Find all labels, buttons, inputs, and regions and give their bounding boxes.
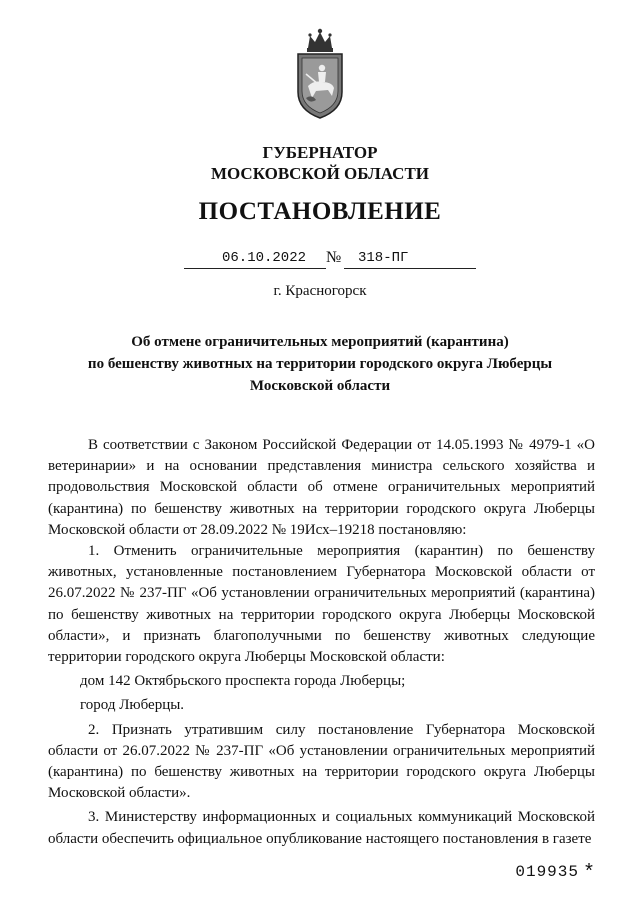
title-line: Московской области	[249, 378, 391, 394]
document-title	[40, 331, 600, 397]
authority-line-2: МОСКОВСКОЙ ОБЛАСТИ	[210, 164, 430, 183]
item-1-paragraph: 1. Отменить ограничительные мероприятия (карантин) по бешенству животных, установленные постановлением Губернатора Московской области от 26.07.2022 № 237-ПГ «Об установлении ограничительных мероприятий (карантина) по бешенству животных на территории городского округа Люберцы Московской области», и признать благополучными по бешенству животных следующие территории городского округа Люберцы Московской области:	[48, 543, 595, 666]
list-item: дом 142 Октябрьского проспекта города Люберцы;	[80, 673, 406, 690]
item-2-paragraph: 2. Признать утратившим силу постановление Губернатора Московской области от 26.07.2022 № 237-ПГ «Об установлении ограничительных мероприятий (карантина) по бешенству животных на территории городского округа Люберцы Московской области».	[48, 721, 595, 802]
number-underline	[344, 268, 476, 269]
document-date: 06.10.2022	[222, 250, 307, 266]
serial-number	[515, 862, 596, 885]
city: г. Красногорск	[273, 283, 367, 299]
date-underline	[184, 268, 326, 269]
number-sign: №	[326, 249, 342, 266]
title-line: Об отмене ограничительных мероприятий (карантина)	[131, 334, 509, 350]
document-body	[48, 435, 595, 850]
item-3-paragraph: 3. Министерству информационных и социальных коммуникаций Московской области обеспечить официальное опубликование настоящего постановления в газете	[48, 809, 595, 847]
coat-of-arms-icon	[292, 28, 348, 120]
document-number: 318-ПГ	[358, 250, 409, 266]
document-type: ПОСТАНОВЛЕНИЕ	[198, 198, 442, 225]
title-line: по бешенству животных на территории городского округа Люберцы	[87, 356, 553, 372]
asterisk-mark: *	[582, 862, 596, 885]
preamble-paragraph: В соответствии с Законом Российской Федерации от 14.05.1993 № 4979-1 «О ветеринарии» и на основании представления министра сельского хозяйства и продовольствия Московской области об отмене ограничительных мероприятий (карантина) по бешенству животных на территории городского округа Люберцы Московской области от 28.09.2022 № 19Исх–19218 постановляю:	[48, 437, 595, 538]
serial-value: 019935	[515, 863, 579, 881]
authority-line-1: ГУБЕРНАТОР	[262, 143, 378, 162]
list-item: город Люберцы.	[80, 697, 185, 714]
